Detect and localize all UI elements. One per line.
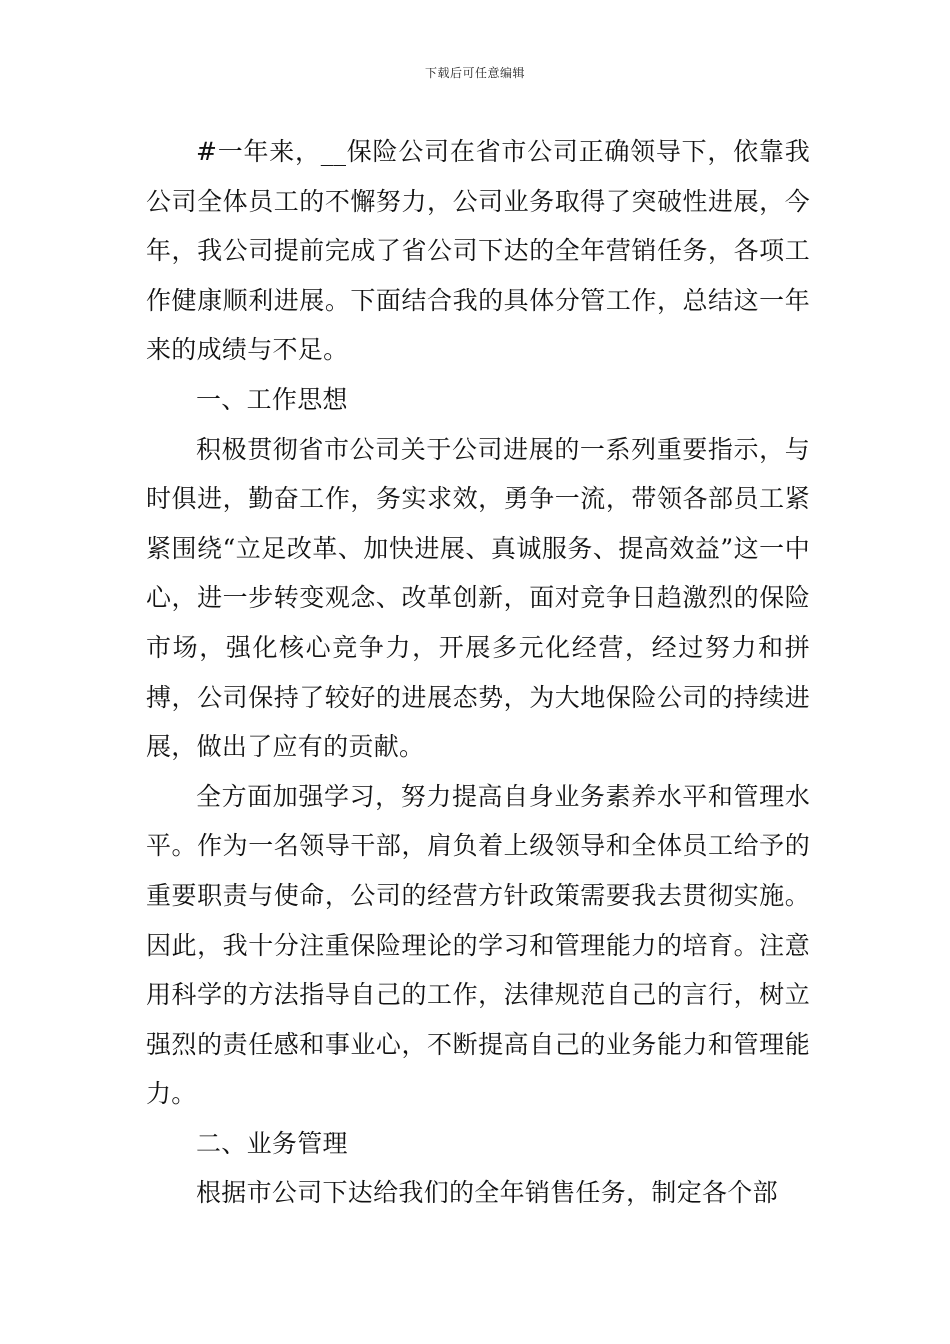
section-heading-business-management: 二、业务管理 bbox=[196, 1128, 348, 1158]
document-body bbox=[146, 127, 810, 1218]
section-heading-work-thinking: 一、工作思想 bbox=[196, 384, 348, 414]
paragraph-learning: 全方面加强学习，努力提高自身业务素养水平和管理水平。作为一名领导干部，肩负着上级领导和全体员工给予的重要职责与使命，公司的经营方针政策需要我去贯彻实施。因此，我十分注重保险理论的学习和管理能力的培育。注意用科学的方法指导自己的工作，法律规范自己的言行，树立强烈的责任感和事业心，不断提高自己的业务能力和管理能力。 bbox=[146, 781, 810, 1109]
page-header: 下载后可任意编辑 bbox=[424, 66, 525, 80]
paragraph-work-thinking: 积极贯彻省市公司关于公司进展的一系列重要指示，与时俱进，勤奋工作，务实求效，勇争一流，带领各部员工紧紧围绕“立足改革、加快进展、真诚服务、提高效益”这一中心，进一步转变观念、改革创新，面对竞争日趋激烈的保险市场，强化核心竞争力，开展多元化经营，经过努力和拼搏，公司保持了较好的进展态势，为大地保险公司的持续进展，做出了应有的贡献。 bbox=[146, 434, 810, 762]
paragraph-business-management: 根据市公司下达给我们的全年销售任务，制定各个部 bbox=[196, 1178, 778, 1208]
paragraph-intro: #一年来，__保险公司在省市公司正确领导下，依靠我公司全体员工的不懈努力，公司业务取得了突破性进展，今年，我公司提前完成了省公司下达的全年营销任务，各项工作健康顺利进展。下面结合我的具体分管工作，总结这一年来的成绩与不足。 bbox=[146, 137, 810, 365]
